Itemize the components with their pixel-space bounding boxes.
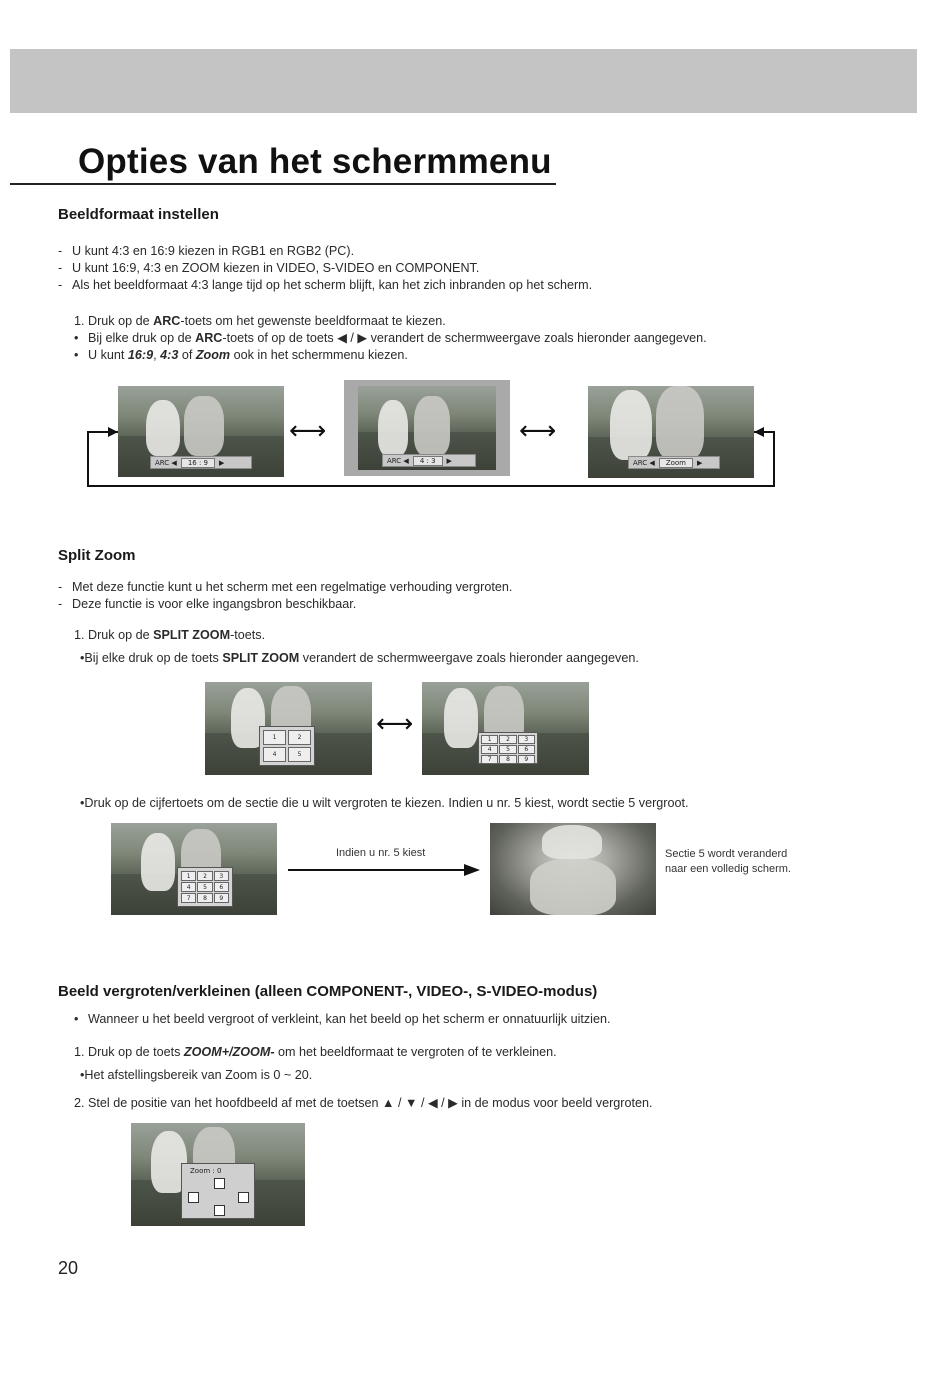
pan-down-icon bbox=[214, 1205, 225, 1216]
double-arrow-icon: ⟷ bbox=[289, 415, 327, 445]
header-band bbox=[10, 49, 917, 113]
result-caption-line: naar een volledig scherm. bbox=[665, 863, 791, 875]
zoom-label: Zoom : 0 bbox=[190, 1167, 222, 1175]
step-text: 1. Druk op de SPLIT ZOOM-toets. bbox=[74, 628, 266, 642]
note-line: - Deze functie is voor elke ingangsbron beschikbaar. bbox=[58, 597, 357, 611]
note-line: - U kunt 4:3 en 16:9 kiezen in RGB1 en RGB2 (PC). bbox=[58, 244, 355, 258]
osd-arc-bar: ARC ◀ 16 : 9 ▶ bbox=[150, 456, 252, 469]
split-grid-2x2: 1 2 4 5 bbox=[259, 726, 315, 766]
arrow-caption: Indien u nr. 5 kiest bbox=[336, 847, 426, 859]
tv-screenshot-zoom-adjust bbox=[131, 1123, 305, 1226]
split-grid-3x3: 1 2 3 4 5 6 7 8 9 bbox=[177, 867, 233, 907]
pan-up-icon bbox=[214, 1178, 225, 1189]
bullet-text: • Bij elke druk op de ARC-toets of op de toets ◀ / ▶ verandert de schermweergave zoals hieronder aangegeven. bbox=[74, 331, 707, 345]
title-underline bbox=[10, 183, 556, 185]
pan-right-icon bbox=[238, 1192, 249, 1203]
osd-arc-bar: ARC ◀ Zoom ▶ bbox=[628, 456, 720, 469]
bullet-text: •Druk op de cijfertoets om de sectie die u wilt vergroten te kiezen. Indien u nr. 5 kiest, wordt sectie 5 vergroot. bbox=[80, 796, 689, 810]
note-line: - Als het beeldformaat 4:3 lange tijd op het scherm blijft, kan het zich inbranden op het scherm. bbox=[58, 278, 593, 292]
bullet-text: • Wanneer u het beeld vergroot of verkleint, kan het beeld op het scherm er onnatuurlijk uitzien. bbox=[74, 1012, 611, 1026]
result-caption-line: Sectie 5 wordt veranderd bbox=[665, 848, 788, 860]
tv-screenshot-split-9 bbox=[422, 682, 589, 775]
tv-screenshot-split-4 bbox=[205, 682, 372, 775]
tv-screenshot-section-5-full bbox=[490, 823, 656, 915]
double-arrow-icon: ⟷ bbox=[519, 415, 557, 445]
split-grid-3x3: 1 2 3 4 5 6 7 8 9 bbox=[478, 732, 538, 764]
zoom-position-panel bbox=[181, 1163, 255, 1219]
bullet-text: •Bij elke druk op de toets SPLIT ZOOM verandert de schermweergave zoals hieronder aangegeven. bbox=[80, 651, 639, 665]
step-text: 2. Stel de positie van het hoofdbeeld af met de toetsen ▲ / ▼ / ◀ / ▶ in de modus voor beeld vergroten. bbox=[74, 1096, 653, 1110]
bullet-text: • U kunt 16:9, 4:3 of Zoom ook in het schermmenu kiezen. bbox=[74, 348, 408, 362]
step-text: 1. Druk op de toets ZOOM+/ZOOM- om het beeldformaat te vergroten of te verkleinen. bbox=[74, 1045, 557, 1059]
section-heading-aspect: Beeldformaat instellen bbox=[58, 206, 219, 223]
pan-left-icon bbox=[188, 1192, 199, 1203]
page-number: 20 bbox=[58, 1258, 79, 1278]
note-line: - U kunt 16:9, 4:3 en ZOOM kiezen in VIDEO, S-VIDEO en COMPONENT. bbox=[58, 261, 480, 275]
tv-screenshot-split-select bbox=[111, 823, 277, 915]
right-arrow-icon bbox=[288, 862, 482, 878]
osd-arc-bar: ARC ◀ 4 : 3 ▶ bbox=[382, 454, 476, 467]
note-line: - Met deze functie kunt u het scherm met een regelmatige verhouding vergroten. bbox=[58, 580, 513, 594]
page-title: Opties van het schermmenu bbox=[78, 142, 552, 181]
section-heading-split-zoom: Split Zoom bbox=[58, 547, 136, 564]
step-text: 1. Druk op de ARC-toets om het gewenste beeldformaat te kiezen. bbox=[74, 314, 446, 328]
sub-bullet-text: •Het afstellingsbereik van Zoom is 0 ~ 20. bbox=[80, 1068, 313, 1082]
section-heading-zoom: Beeld vergroten/verkleinen (alleen COMPONENT-, VIDEO-, S-VIDEO-modus) bbox=[58, 983, 598, 1000]
cycle-loop-connector bbox=[84, 424, 778, 490]
double-arrow-icon: ⟷ bbox=[376, 708, 414, 738]
